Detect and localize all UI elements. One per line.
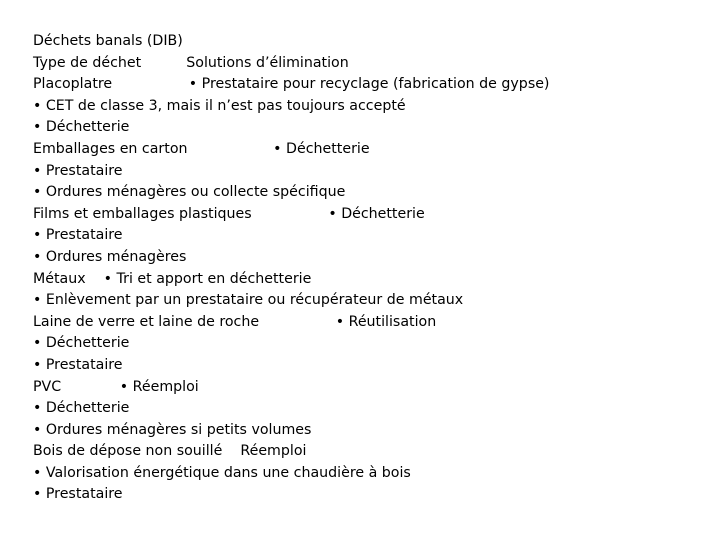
slide-text-body [33, 31, 693, 506]
text-line: Placoplatre • Prestataire pour recyclage (fabrication de gypse) [33, 76, 550, 93]
text-line: • Ordures ménagères si petits volumes [33, 421, 312, 438]
text-line: Emballages en carton • Déchetterie [33, 140, 370, 157]
text-line: • Déchetterie [33, 119, 130, 136]
text-line: PVC • Réemploi [33, 378, 199, 395]
text-line: Métaux • Tri et apport en déchetterie [33, 270, 312, 287]
text-line: • Prestataire [33, 356, 123, 373]
text-line: Bois de dépose non souillé Réemploi [33, 443, 307, 460]
text-line: Laine de verre et laine de roche • Réutilisation [33, 313, 437, 330]
text-line: • Enlèvement par un prestataire ou récupérateur de métaux [33, 292, 464, 309]
text-line: Films et emballages plastiques • Déchetterie [33, 205, 425, 222]
text-line: • CET de classe 3, mais il n’est pas toujours accepté [33, 97, 406, 114]
text-line: • Ordures ménagères [33, 248, 187, 265]
text-line: • Prestataire [33, 486, 123, 503]
text-line: • Déchetterie [33, 400, 130, 417]
text-line: • Prestataire [33, 162, 123, 179]
text-line: • Valorisation énergétique dans une chaudière à bois [33, 464, 411, 481]
text-line: • Déchetterie [33, 335, 130, 352]
slide-title: Déchets banals (DIB) [33, 33, 183, 49]
text-line: • Ordures ménagères ou collecte spécifique [33, 184, 346, 201]
text-line: • Prestataire [33, 227, 123, 244]
table-header-line: Type de déchet Solutions d’élimination [33, 54, 349, 71]
